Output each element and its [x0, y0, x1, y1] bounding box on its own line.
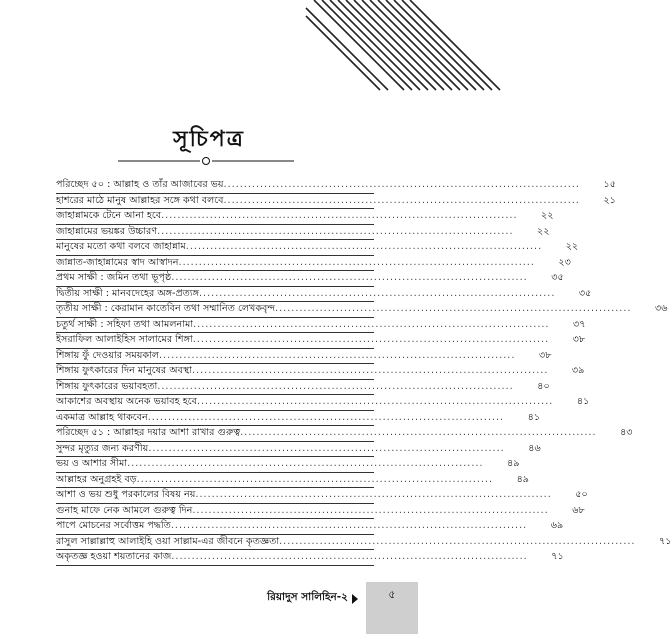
dot-leader	[275, 302, 631, 317]
toc-entry-title: গুনাহ মাফে নেক আমলে গুরুত্ব দিন	[56, 504, 193, 516]
dot-leader	[148, 442, 504, 457]
toc-entry-title: আশা ও ভয় শুধু পরকালের বিষয় নয়	[56, 489, 196, 500]
dot-leader	[279, 535, 635, 550]
toc-entry-page: ৭১	[551, 551, 564, 562]
toc-entry	[56, 550, 564, 566]
corner-stripes-decoration	[306, 0, 418, 90]
toc-entry	[56, 302, 668, 318]
toc-entry-title: চতুর্থ সাক্ষী : সহিফা তথা আমলনামা	[56, 318, 194, 330]
toc-entry-title: অকৃতজ্ঞ হওয়া শয়তানের কাজ	[56, 551, 172, 562]
toc-entry-title: দ্বিতীয় সাক্ষী : মানবদেহের অঙ্গ-প্রত্যঙ্গ	[56, 287, 199, 299]
toc-entry-page: ২৩	[558, 256, 571, 268]
toc-entry	[56, 287, 592, 303]
dot-leader	[240, 426, 596, 441]
toc-entry	[56, 488, 588, 504]
toc-entry-page: ৬৯	[550, 520, 564, 531]
dot-leader	[192, 504, 548, 519]
toc-entry-page: ৩৬	[654, 303, 668, 314]
dot-leader	[224, 178, 580, 193]
toc-entry	[56, 318, 586, 334]
toc-entry	[56, 194, 616, 210]
toc-entry-title: পরিচ্ছেদ ৫০ : আল্লাহ ও তাঁর আজাবের ভয়	[56, 179, 224, 190]
dot-leader	[157, 225, 513, 240]
toc-entry-page: ৭১	[659, 535, 671, 547]
dot-leader	[197, 395, 553, 410]
toc-entry	[56, 271, 564, 287]
dot-leader	[186, 240, 542, 255]
toc-entry	[56, 457, 520, 473]
dot-leader	[193, 333, 549, 348]
toc-entry	[56, 240, 579, 256]
toc-entry-page: ২২	[565, 241, 579, 252]
toc-entry-page: ৩৮	[538, 349, 552, 361]
toc-entry-title: একমাত্র আল্লাহ থাকবেন	[56, 411, 148, 423]
toc-entry-title: পরিচ্ছেদ ৫১ : আল্লাহর দয়ার আশা রাখার গুরুত্ব	[56, 427, 241, 438]
toc-entry-title: জান্নাত-জাহান্নামের স্বাদ আস্বাদন	[56, 256, 179, 268]
toc-entry-title: সুন্দর মৃত্যুর জন্য করণীয়	[56, 442, 149, 454]
book-title: রিয়াদুস সালিহিন-২	[267, 591, 348, 603]
page-title: সূচিপত্র	[173, 126, 245, 152]
toc-entry-title: জাহান্নামের ভয়ঙ্কর উচ্চারণ	[56, 225, 158, 237]
toc-entry	[56, 411, 541, 427]
dot-leader	[195, 488, 551, 503]
toc-entry-page: ৩৯	[571, 365, 585, 376]
toc-entry-page: ৬৮	[572, 504, 585, 516]
dot-leader	[137, 473, 493, 488]
toc-entry-page: ২২	[541, 210, 554, 221]
toc-entry	[56, 426, 633, 442]
toc-entry-page: ৪১	[576, 396, 590, 407]
toc-entry-title: আকাশের অবস্থায় অনেক ভয়াবহ হবে	[56, 396, 197, 407]
toc-entry	[56, 225, 550, 241]
dot-leader	[157, 380, 513, 395]
toc-entry-title: রাসুল সাল্লাল্লাহু আলাইহি ওয়া সাল্লাম-এর জীবনে কৃতজ্ঞতা	[56, 535, 280, 547]
dot-leader	[171, 519, 527, 534]
toc-entry	[56, 178, 616, 194]
toc-entry-title: প্রথম সাক্ষী : জমিন তথা ভূপৃষ্ঠ	[56, 272, 172, 283]
toc-entry-page: ৪০	[537, 380, 550, 392]
dot-leader	[192, 364, 548, 379]
toc-entry-page: ২২	[537, 225, 550, 237]
title-divider	[118, 155, 294, 167]
toc-entry-page: ৫০	[575, 489, 588, 500]
toc-entry	[56, 519, 564, 535]
toc-entry-title: শিঙ্গায় ফুৎকারের ভয়াবহতা	[56, 380, 158, 392]
toc-entry-page: ৩৭	[573, 318, 586, 330]
toc-entry	[56, 442, 541, 458]
toc-entry	[56, 349, 552, 365]
dot-leader	[161, 209, 517, 224]
dot-leader	[223, 194, 579, 209]
dot-leader	[193, 318, 549, 333]
dot-leader	[159, 349, 515, 364]
toc-entry-page: ৩৫	[551, 272, 564, 283]
toc-entry	[56, 209, 554, 225]
dot-leader	[171, 550, 527, 565]
toc-entry-title: মানুষের মতো কথা বলবে জাহান্নাম	[56, 241, 186, 252]
toc-entry	[56, 364, 585, 380]
toc-entry-title: জাহান্নামকে টেনে আনা হবে	[56, 210, 162, 221]
toc-entry-title: ভয় ও আশার সীমা	[56, 458, 128, 469]
toc-entry	[56, 380, 550, 396]
toc-entry-page: ৩৫	[578, 287, 592, 299]
dot-leader	[171, 271, 527, 286]
dot-leader	[199, 287, 555, 302]
toc-entry-title: তৃতীয় সাক্ষী : কেরামান কাতেবিন তথা সম্মানিত লেখকবৃন্দ	[56, 303, 276, 314]
toc-entry-title: হাশরের মাঠে মানুষ আল্লাহর সঙ্গে কথা বলবে	[56, 194, 224, 206]
toc-entry	[56, 395, 590, 411]
toc-entry-title: আল্লাহর অনুগ্রহই বড়	[56, 473, 137, 485]
toc-entry-page: ৪৯	[516, 473, 530, 485]
dot-leader	[148, 411, 504, 426]
toc-entry	[56, 256, 571, 272]
toc-entry	[56, 333, 586, 349]
running-footer	[267, 590, 358, 607]
toc-entry-page: ৪১	[527, 411, 541, 423]
toc-entry-page: ৩৮	[572, 334, 586, 345]
page-number-tab: ৫	[366, 582, 418, 634]
toc-entry-page: ৪৯	[507, 458, 520, 469]
dot-leader	[127, 457, 483, 472]
toc-entry-title: পাপে মোচনের সর্বোত্তম পদ্ধতি	[56, 520, 171, 531]
toc-entry	[56, 473, 530, 489]
toc-entry-page: ৪৩	[620, 427, 633, 438]
toc-entry-title: ইসরাফিল আলাইহিস সালামের শিঙ্গা	[56, 334, 193, 345]
dot-leader	[179, 256, 535, 271]
table-of-contents	[56, 178, 671, 566]
arrow-right-icon	[352, 594, 358, 604]
toc-entry	[56, 535, 671, 551]
toc-entry-title: শিঙ্গায় ফুঁ দেওয়ার সময়কাল	[56, 349, 160, 361]
toc-entry-title: শিঙ্গায় ফুৎকারের দিন মানুষের অবস্থা	[56, 365, 193, 376]
toc-entry-page: ১৫	[603, 179, 616, 190]
toc-entry	[56, 504, 585, 520]
toc-entry-page: ৪৬	[528, 442, 541, 454]
toc-entry-page: ২১	[603, 194, 616, 206]
